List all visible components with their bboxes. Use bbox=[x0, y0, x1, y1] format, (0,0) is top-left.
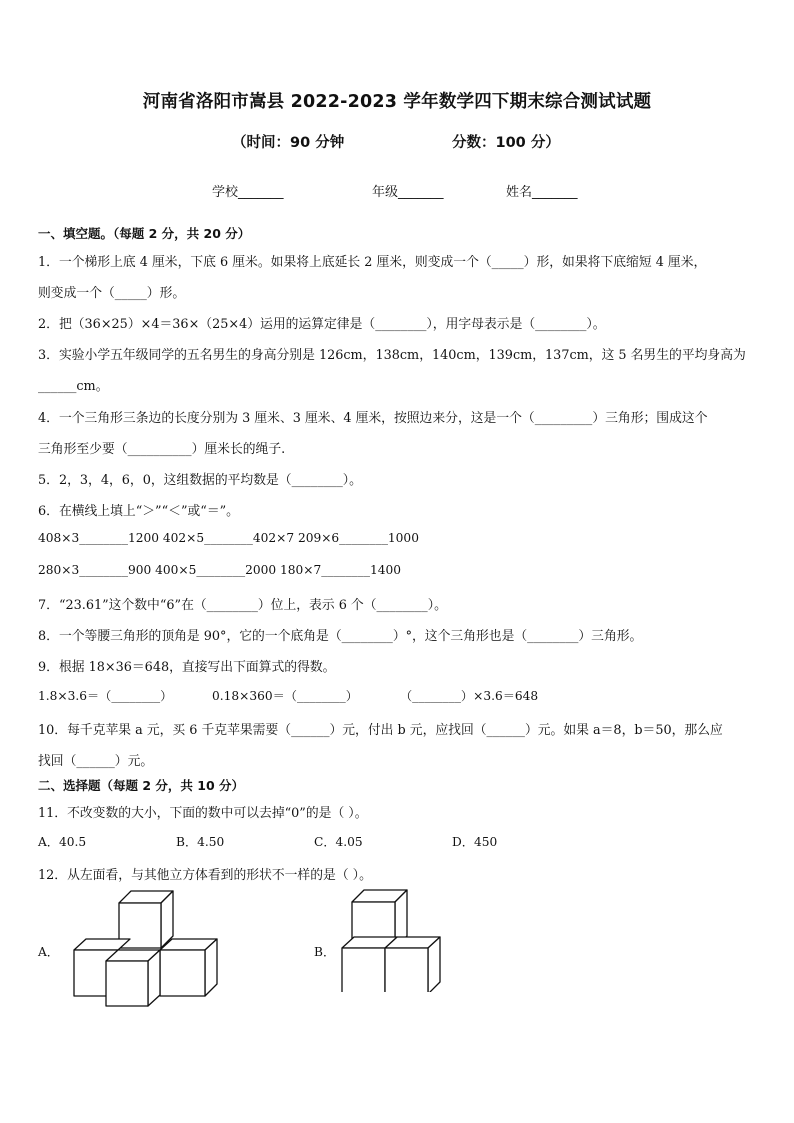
question-11-option-b: B．4.50 bbox=[176, 835, 225, 849]
section-heading-choice: 二、选择题（每题 2 分，共 10 分） bbox=[38, 778, 245, 793]
question-12-option-a-label: A． bbox=[38, 945, 59, 959]
question-11-option-d: D．450 bbox=[452, 835, 498, 849]
question-11-option-c: C．4.05 bbox=[314, 835, 363, 849]
question-9-part-a: 1.8×3.6＝（________） bbox=[38, 689, 173, 703]
cube-figure-b bbox=[330, 882, 450, 992]
school-field: 学校_______ bbox=[212, 185, 284, 200]
question-6-row-2: 280×3________900 400×5________2000 180×7________1400 bbox=[38, 563, 401, 577]
page-title: 河南省洛阳市嵩县 2022-2023 学年数学四下期末综合测试试题 bbox=[142, 92, 652, 112]
question-7: 7．“23.61”这个数中“6”在（________）位上，表示 6 个（________）。 bbox=[38, 598, 447, 613]
question-8: 8．一个等腰三角形的顶角是 90°，它的一个底角是（________）°，这个三角形也是（________）三角形。 bbox=[38, 629, 643, 644]
question-12: 12．从左面看，与其他立方体看到的形状不一样的是（ ）。 bbox=[38, 868, 372, 883]
question-12-option-b-label: B． bbox=[314, 945, 336, 959]
grade-field: 年级_______ bbox=[372, 185, 444, 200]
question-10-line-2: 找回（______）元。 bbox=[38, 754, 154, 769]
question-11-option-a: A．40.5 bbox=[38, 835, 87, 849]
question-3-line-1: 3．实验小学五年级同学的五名男生的身高分别是 126cm，138cm，140cm，139cm，137cm，这 5 名男生的平均身高为 bbox=[38, 348, 746, 363]
cube-figure-a bbox=[60, 882, 230, 1012]
question-11: 11．不改变数的大小，下面的数中可以去掉“0”的是（ ）。 bbox=[38, 806, 368, 821]
question-1-line-1: 1．一个梯形上底 4 厘米，下底 6 厘米。如果将上底延长 2 厘米，则变成一个（_____）形，如果将下底缩短 4 厘米， bbox=[38, 255, 707, 270]
question-1-line-2: 则变成一个（_____）形。 bbox=[38, 286, 186, 301]
question-3-line-2: ______cm。 bbox=[38, 379, 109, 394]
section-heading-fill-blank: 一、填空题。（每题 2 分，共 20 分） bbox=[38, 226, 251, 241]
question-9-part-c: （________）×3.6＝648 bbox=[400, 689, 539, 703]
question-9-part-b: 0.18×360＝（________） bbox=[212, 689, 358, 703]
question-9: 9．根据 18×36＝648，直接写出下面算式的得数。 bbox=[38, 660, 336, 675]
name-field: 姓名_______ bbox=[506, 185, 578, 200]
question-10-line-1: 10．每千克苹果 a 元，买 6 千克苹果需要（______）元，付出 b 元，应找回（______）元。如果 a＝8，b＝50，那么应 bbox=[38, 723, 723, 738]
question-6-row-1: 408×3________1200 402×5________402×7 209×6________1000 bbox=[38, 531, 419, 545]
question-4-line-1: 4．一个三角形三条边的长度分别为 3 厘米、3 厘米、4 厘米，按照边来分，这是一个（_________）三角形；围成这个 bbox=[38, 411, 708, 426]
exam-time: （时间：90 分钟 bbox=[232, 135, 345, 151]
question-4-line-2: 三角形至少要（__________）厘米长的绳子. bbox=[38, 442, 286, 457]
question-5: 5．2，3，4，6，0，这组数据的平均数是（________）。 bbox=[38, 473, 362, 488]
question-6: 6．在横线上填上“＞”“＜”或“＝”。 bbox=[38, 504, 239, 519]
question-2: 2．把（36×25）×4＝36×（25×4）运用的运算定律是（________），用字母表示是（________）。 bbox=[38, 317, 606, 332]
exam-score: 分数：100 分） bbox=[452, 135, 560, 151]
